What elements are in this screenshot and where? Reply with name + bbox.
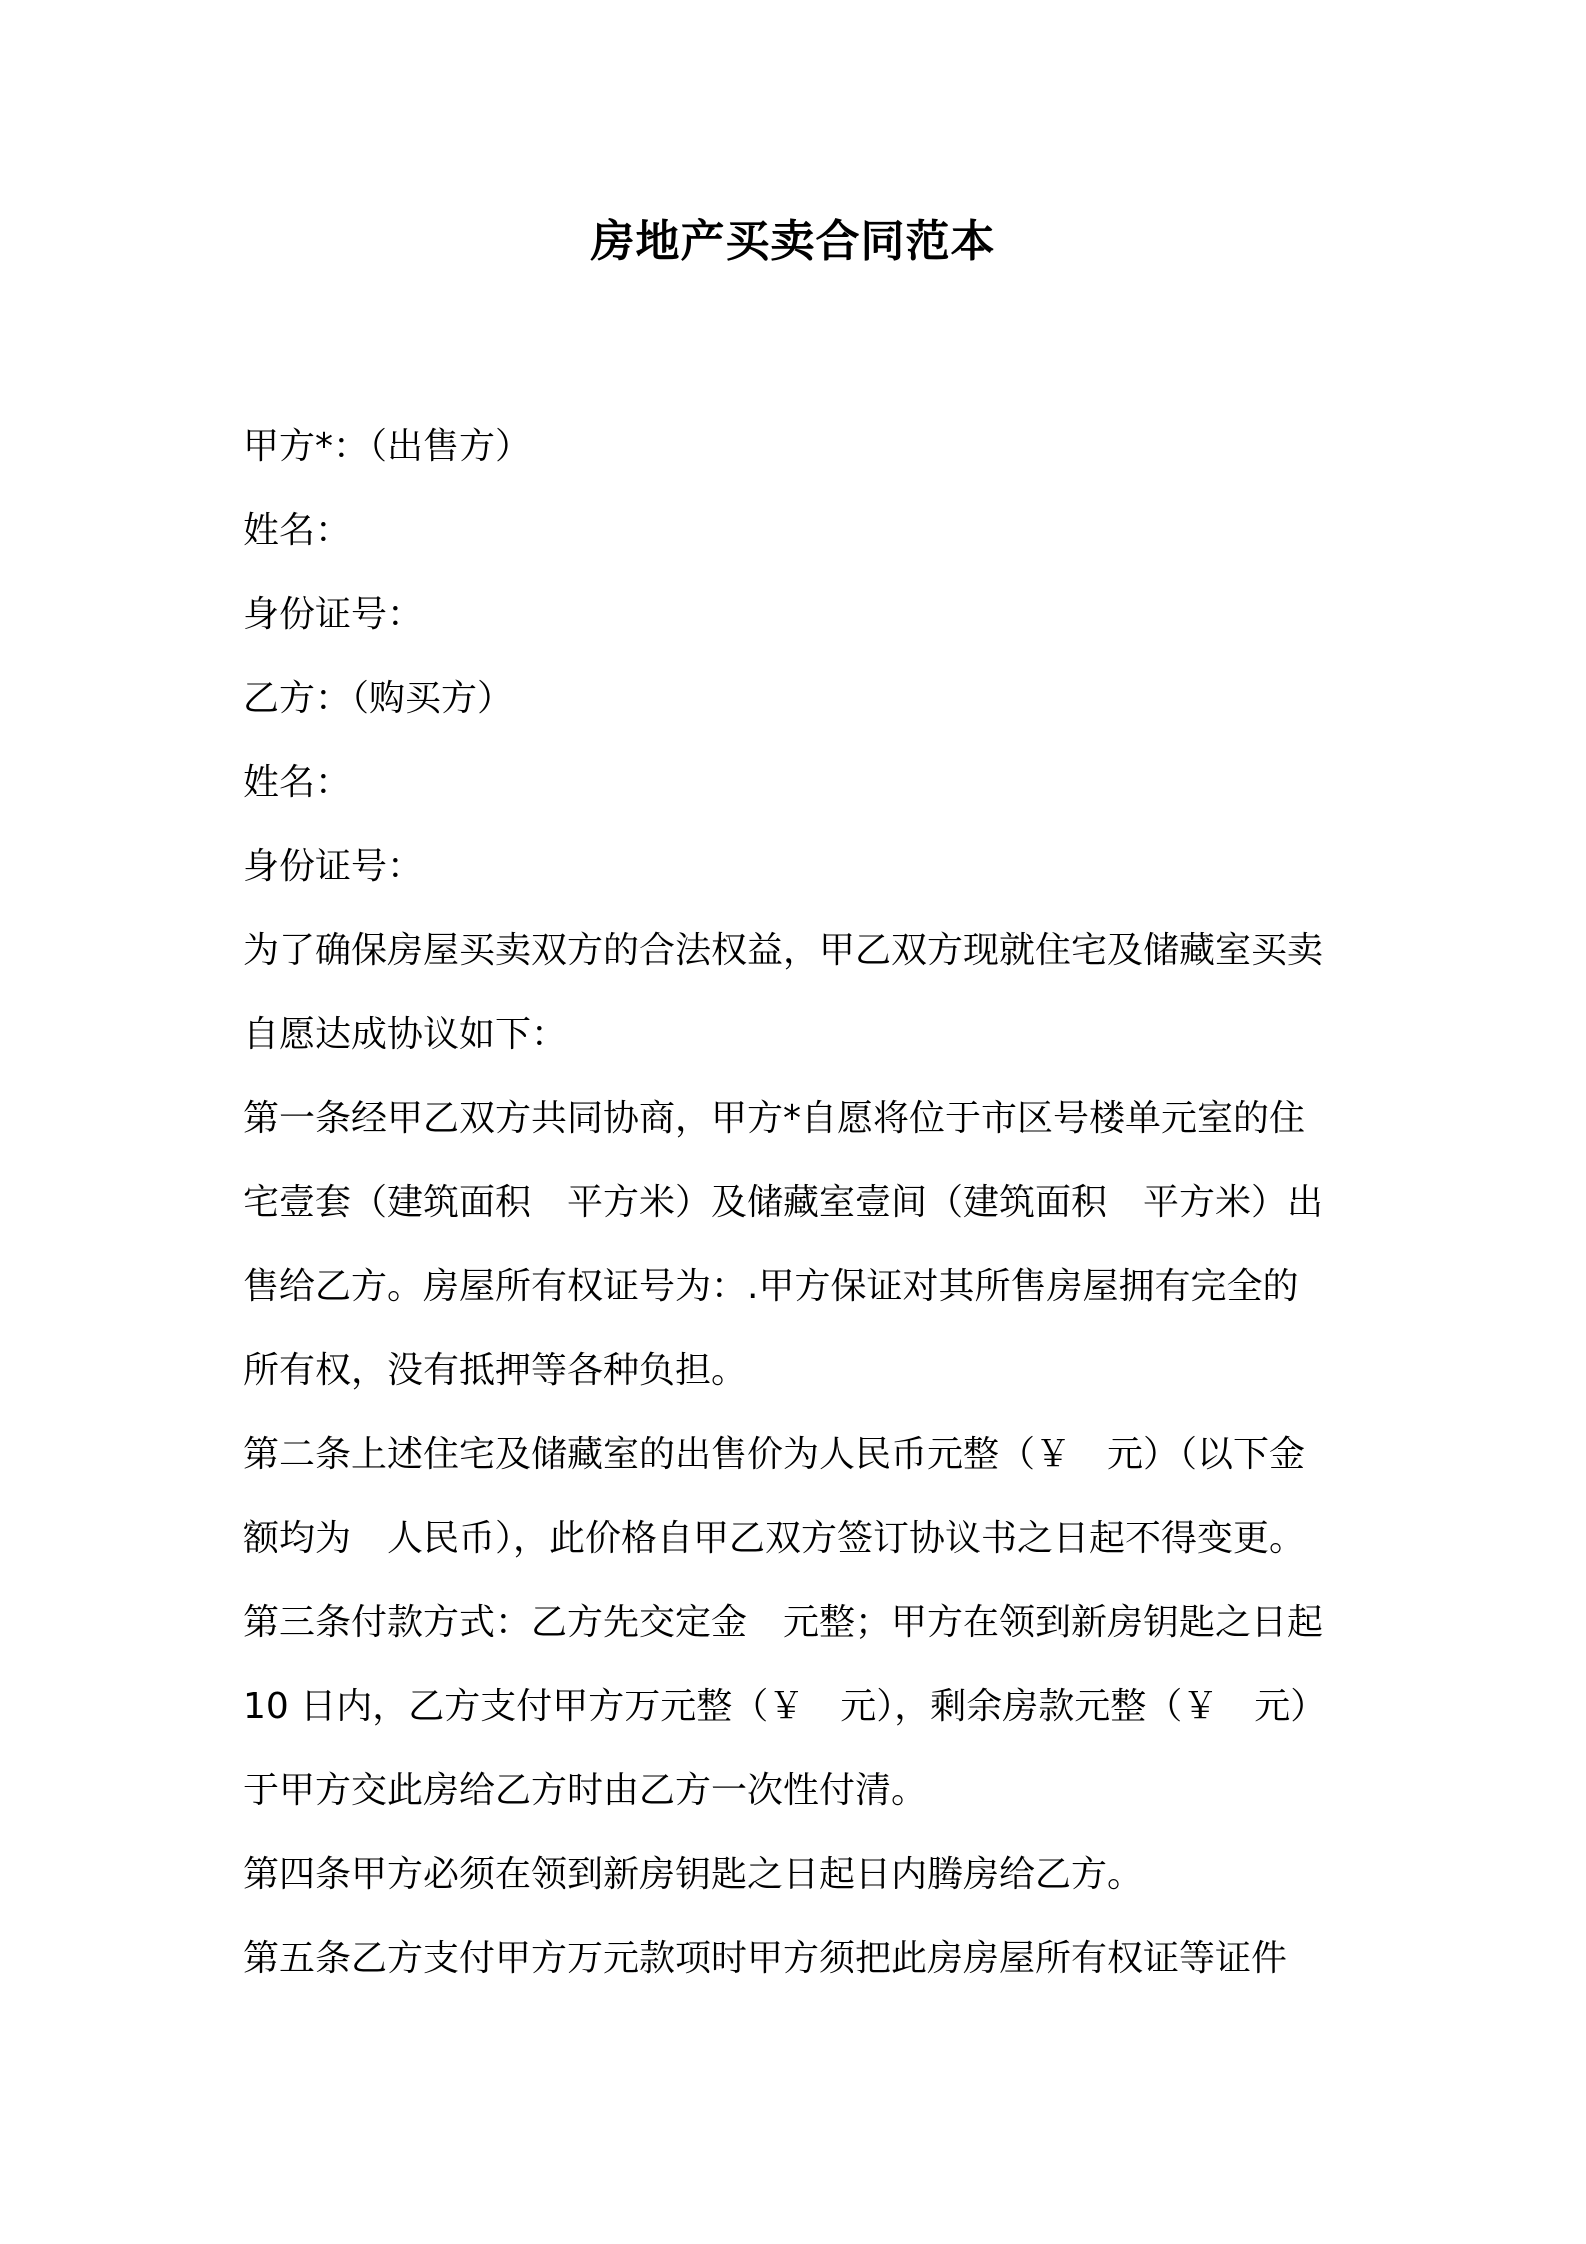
article-4-line-1: 第四条甲方必须在领到新房钥匙之日起日内腾房给乙方。: [243, 1854, 1144, 1895]
preamble-line-1: 为了确保房屋买卖双方的合法权益，甲乙双方现就住宅及储藏室买卖: [243, 930, 1324, 971]
party-b-name-field: 姓名：: [243, 762, 352, 803]
article-1-line-1: 第一条经甲乙双方共同协商，甲方*自愿将位于市区号楼单元室的住: [243, 1098, 1306, 1139]
article-1-line-3: 售给乙方。房屋所有权证号为：.甲方保证对其所售房屋拥有完全的: [243, 1266, 1299, 1307]
document-title: 房地产买卖合同范本: [590, 216, 996, 267]
article-2-line-1: 第二条上述住宅及储藏室的出售价为人民币元整（￥ 元）（以下金: [243, 1434, 1306, 1475]
document-body: [243, 405, 1363, 2001]
party-a-heading: 甲方*：（出售方）: [243, 426, 532, 467]
article-1-line-4: 所有权，没有抵押等各种负担。: [243, 1350, 748, 1391]
article-1-line-2: 宅壹套（建筑面积 平方米）及储藏室壹间（建筑面积 平方米）出: [243, 1182, 1324, 1223]
article-5-line-1: 第五条乙方支付甲方万元款项时甲方须把此房房屋所有权证等证件: [243, 1938, 1288, 1979]
party-a-name-field: 姓名：: [243, 510, 352, 551]
party-b-heading: 乙方：（购买方）: [243, 678, 514, 719]
party-a-id-field: 身份证号：: [243, 594, 424, 635]
article-2-line-2: 额均为 人民币），此价格自甲乙双方签订协议书之日起不得变更。: [243, 1518, 1306, 1559]
preamble-line-2: 自愿达成协议如下：: [243, 1014, 568, 1055]
article-3-line-2: 10 日内，乙方支付甲方万元整（￥ 元），剩余房款元整（￥ 元）: [243, 1686, 1327, 1727]
article-3-line-3: 于甲方交此房给乙方时由乙方一次性付清。: [243, 1770, 928, 1811]
party-b-id-field: 身份证号：: [243, 846, 424, 887]
article-3-line-1: 第三条付款方式：乙方先交定金 元整；甲方在领到新房钥匙之日起: [243, 1602, 1324, 1643]
